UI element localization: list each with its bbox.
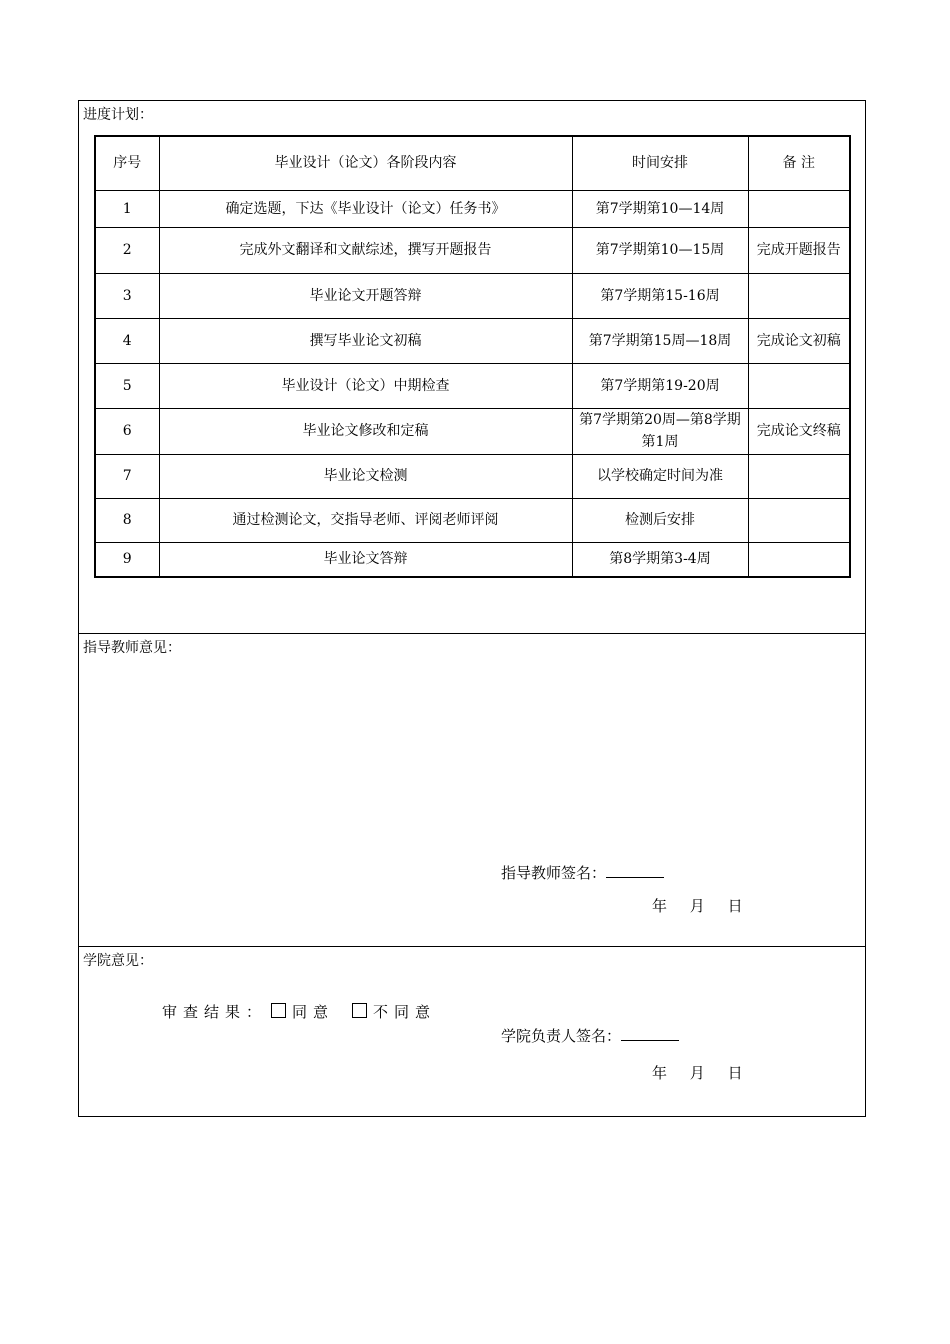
header-note: 备 注 [748,136,850,190]
advisor-date [652,895,743,916]
header-time: 时间安排 [572,136,748,190]
table-row [95,542,850,577]
table-row [95,190,850,227]
disagree-label: 不同意 [373,1003,437,1021]
row-index: 3 [95,273,159,318]
row-note [748,542,850,577]
row-time: 检测后安排 [572,498,748,542]
row-content: 毕业论文修改和定稿 [159,408,572,454]
row-time: 第7学期第15-16周 [572,273,748,318]
advisor-opinion-label: 指导教师意见： [83,640,181,656]
row-note: 完成论文初稿 [748,318,850,363]
row-time: 第7学期第20周—第8学期第1周 [572,408,748,454]
college-signature-line[interactable] [621,1026,679,1041]
row-index: 1 [95,190,159,227]
row-note [748,454,850,498]
row-content: 毕业论文检测 [159,454,572,498]
section-divider [79,946,865,947]
review-result-label: 审查结果： [162,1003,268,1021]
table-header-row [95,136,850,190]
row-index: 7 [95,454,159,498]
row-content: 毕业论文开题答辩 [159,273,572,318]
disagree-checkbox[interactable] [352,1003,367,1018]
row-index: 4 [95,318,159,363]
college-date-day: 日 [727,1064,743,1082]
section-divider [79,633,865,634]
table-row [95,454,850,498]
advisor-date-month: 月 [689,897,705,915]
row-time: 第7学期第10—15周 [572,227,748,273]
row-index: 9 [95,542,159,577]
table-row [95,363,850,408]
row-time: 以学校确定时间为准 [572,454,748,498]
college-date [652,1062,743,1083]
agree-label: 同意 [292,1003,335,1021]
table-row [95,318,850,363]
row-note [748,190,850,227]
row-content: 毕业论文答辩 [159,542,572,577]
row-time: 第7学期第15周—18周 [572,318,748,363]
table-row [95,273,850,318]
row-note [748,363,850,408]
row-content: 通过检测论文，交指导老师、评阅老师评阅 [159,498,572,542]
row-note: 完成开题报告 [748,227,850,273]
college-signature [501,1025,679,1046]
progress-table [94,135,851,578]
row-index: 6 [95,408,159,454]
advisor-signature-line[interactable] [606,863,664,878]
agree-checkbox[interactable] [271,1003,286,1018]
row-time: 第8学期第3-4周 [572,542,748,577]
college-signature-label: 学院负责人签名： [501,1027,622,1045]
row-content: 确定选题，下达《毕业设计（论文）任务书》 [159,190,572,227]
review-result [162,1001,436,1022]
advisor-date-day: 日 [727,897,743,915]
row-time: 第7学期第19-20周 [572,363,748,408]
row-content: 毕业设计（论文）中期检查 [159,363,572,408]
table-row [95,408,850,454]
form-frame [78,100,866,1117]
row-index: 5 [95,363,159,408]
row-content: 撰写毕业论文初稿 [159,318,572,363]
row-index: 2 [95,227,159,273]
row-content: 完成外文翻译和文献综述，撰写开题报告 [159,227,572,273]
college-date-month: 月 [689,1064,705,1082]
header-index: 序号 [95,136,159,190]
header-content: 毕业设计（论文）各阶段内容 [159,136,572,190]
row-note [748,498,850,542]
row-note [748,273,850,318]
advisor-signature-label: 指导教师签名： [501,864,607,882]
row-note: 完成论文终稿 [748,408,850,454]
college-date-year: 年 [652,1064,668,1082]
progress-plan-label: 进度计划： [83,107,153,123]
advisor-signature [501,862,664,883]
row-index: 8 [95,498,159,542]
row-time: 第7学期第10—14周 [572,190,748,227]
advisor-date-year: 年 [652,897,668,915]
college-opinion-label: 学院意见： [83,953,153,969]
table-row [95,227,850,273]
table-row [95,498,850,542]
